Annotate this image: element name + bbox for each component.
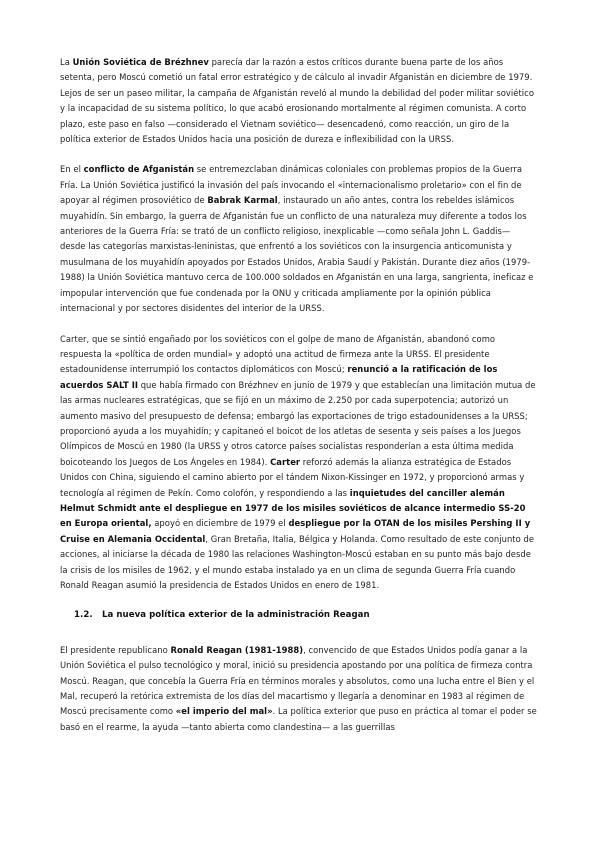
text-run: , convencido de que Estados Unidos podía ganar a la Unión Soviética el pulso tecnológico y moral, inició su presidencia apostando por una política de firmeza contra Moscú. Reagan, que concebía la Guerra Fría en términos morales y absolutos, como una lucha entre el Bien y el Mal, recuperó la retórica extremista de los días del macartismo y llegaría a denominar en 1983 al régimen de Moscú precisamente como [60,644,535,717]
bold-term: conflicto de Afganistán [83,164,195,175]
text-run: , instaurado un año antes, contra los rebeldes islámicos muyahidín. Sin embargo, la guerra de Afganistán fue un conflicto de una naturaleza muy diferente a todos los anteriores de la Guerra Fría: se trató de un conflicto religioso, inexplicable —como señala John L. Gaddis— desde las categorías marxistas-leninistas, que enfrentó a los soviéticos con la insurgencia anticomunista y musulmana de los muyahidín apoyados por Estados Unidos, Arabia Saudí y Pakistán. Durante diez años (1979-1988) la Unión Soviética mantuvo cerca de 100.000 soldados en Afganistán en una larga, sangrienta, ineficaz e impopular intervención que fue condenada por la ONU y criticada ampliamente por la opinión pública internacional y por sectores disidentes del interior de la URSS. [60,195,534,314]
section-title: La nueva política exterior de la administración Reagan [102,610,370,621]
document-page [60,55,538,750]
text-run: apoyó en diciembre de 1979 el [151,518,289,529]
text-run: reforzó además la alianza estratégica de Estados Unidos con China, siguiendo el camino abierto por el tándem Nixon-Kissinger en 1972, y proporcionó armas y tecnología al régimen de Pekín. Como colofón, y respondiendo a las [60,456,525,498]
bold-term: Unión Soviética de Brézhnev [72,57,209,67]
bold-term: Babrak Karmal [207,195,278,206]
paragraph-brezhnev-afghanistan [60,55,538,147]
text-run: La [60,57,73,67]
paragraph-reagan-policy [60,643,538,735]
paragraph-carter-response [60,332,538,594]
text-run: Carter, que se sintió engañado por los soviéticos con el golpe de mano de Afganistán, abandonó como respuesta la «política de orden mundial» y adoptó una actitud de firmeza ante la URSS. El presidente estadounidense interrumpió los contactos diplomáticos con Moscú; [60,333,496,375]
paragraph-afghanistan-conflict [60,162,538,316]
bold-term: inquietudes del canciller alemán Helmut Schmidt ante el despliegue en 1977 de los misiles soviéticos de alcance intermedio SS-20 en Europa oriental, [60,487,526,529]
text-run: parecía dar la razón a estos críticos durante buena parte de los años setenta, pero Moscú cometió un fatal error estratégico y de cálculo al invadir Afganistán en diciembre de 1979. Lejos de ser un paseo militar, la campaña de Afganistán reveló al mundo la debilidad del poder militar soviético y la incapacidad de su sistema político, lo que acabó erosionando mortalmente al régimen comunista. A corto plazo, este paso en falso —considerado el Vietnam soviético— desencadenó, como reacción, un giro de la política exterior de Estados Unidos hacia una posición de dureza e inflexibilidad con la URSS. [60,57,534,145]
section-heading [74,608,538,623]
text-run: . La política exterior que puso en práctica al tomar el poder se basó en el rearme, la ayuda —tanto abierta como clandestina— a las guerrillas [60,706,537,732]
bold-term: «el imperio del mal» [175,706,273,717]
text-run: se entremezclaban dinámicas coloniales con problemas propios de la Guerra Fría. La Unión Soviética justificó la invasión del país invocando el «internacionalismo proletario» con el fin de apoyar al régimen prosoviético de [60,164,523,206]
text-run: que había firmado con Brézhnev en junio de 1979 y que establecían una limitación mutua de las armas nucleares estratégicas, que se fijó en un máximo de 2.250 por cada superpotencia; autorizó un aumento masivo del presupuesto de defensa; embargó las exportaciones de trigo estadounidenses a la URSS; proporcionó ayuda a los muyahidín; y capitaneó el boicot de los atletas de sesenta y seis países a los Juegos Olímpicos de Moscú en 1980 (la URSS y otros catorce países socialistas responderían a esta última medida boicoteando los Juegos de Los Ángeles en 1984). [60,379,536,467]
text-run: El presidente republicano [60,644,171,655]
text-run: , Gran Bretaña, Italia, Bélgica y Holanda. Como resultado de este conjunto de acciones, al iniciarse la década de 1980 las relaciones Washington-Moscú estaban en su punto más bajo desde la crisis de los misiles de 1962, y el mundo estaba instalado ya en un clima de segunda Guerra Fría cuando Ronald Reagan asumió la presidencia de Estados Unidos en enero de 1981. [60,533,535,590]
bold-term: Ronald Reagan (1981-1988) [170,644,304,655]
bold-term: Carter [270,456,301,467]
section-number: 1.2. [74,610,93,621]
bold-term: renunció a la ratificación de los acuerdos SALT II [60,364,498,390]
text-run: En el [60,164,84,175]
bold-term: despliegue por la OTAN de los misiles Pershing II y Cruise en Alemania Occidental [60,518,531,544]
